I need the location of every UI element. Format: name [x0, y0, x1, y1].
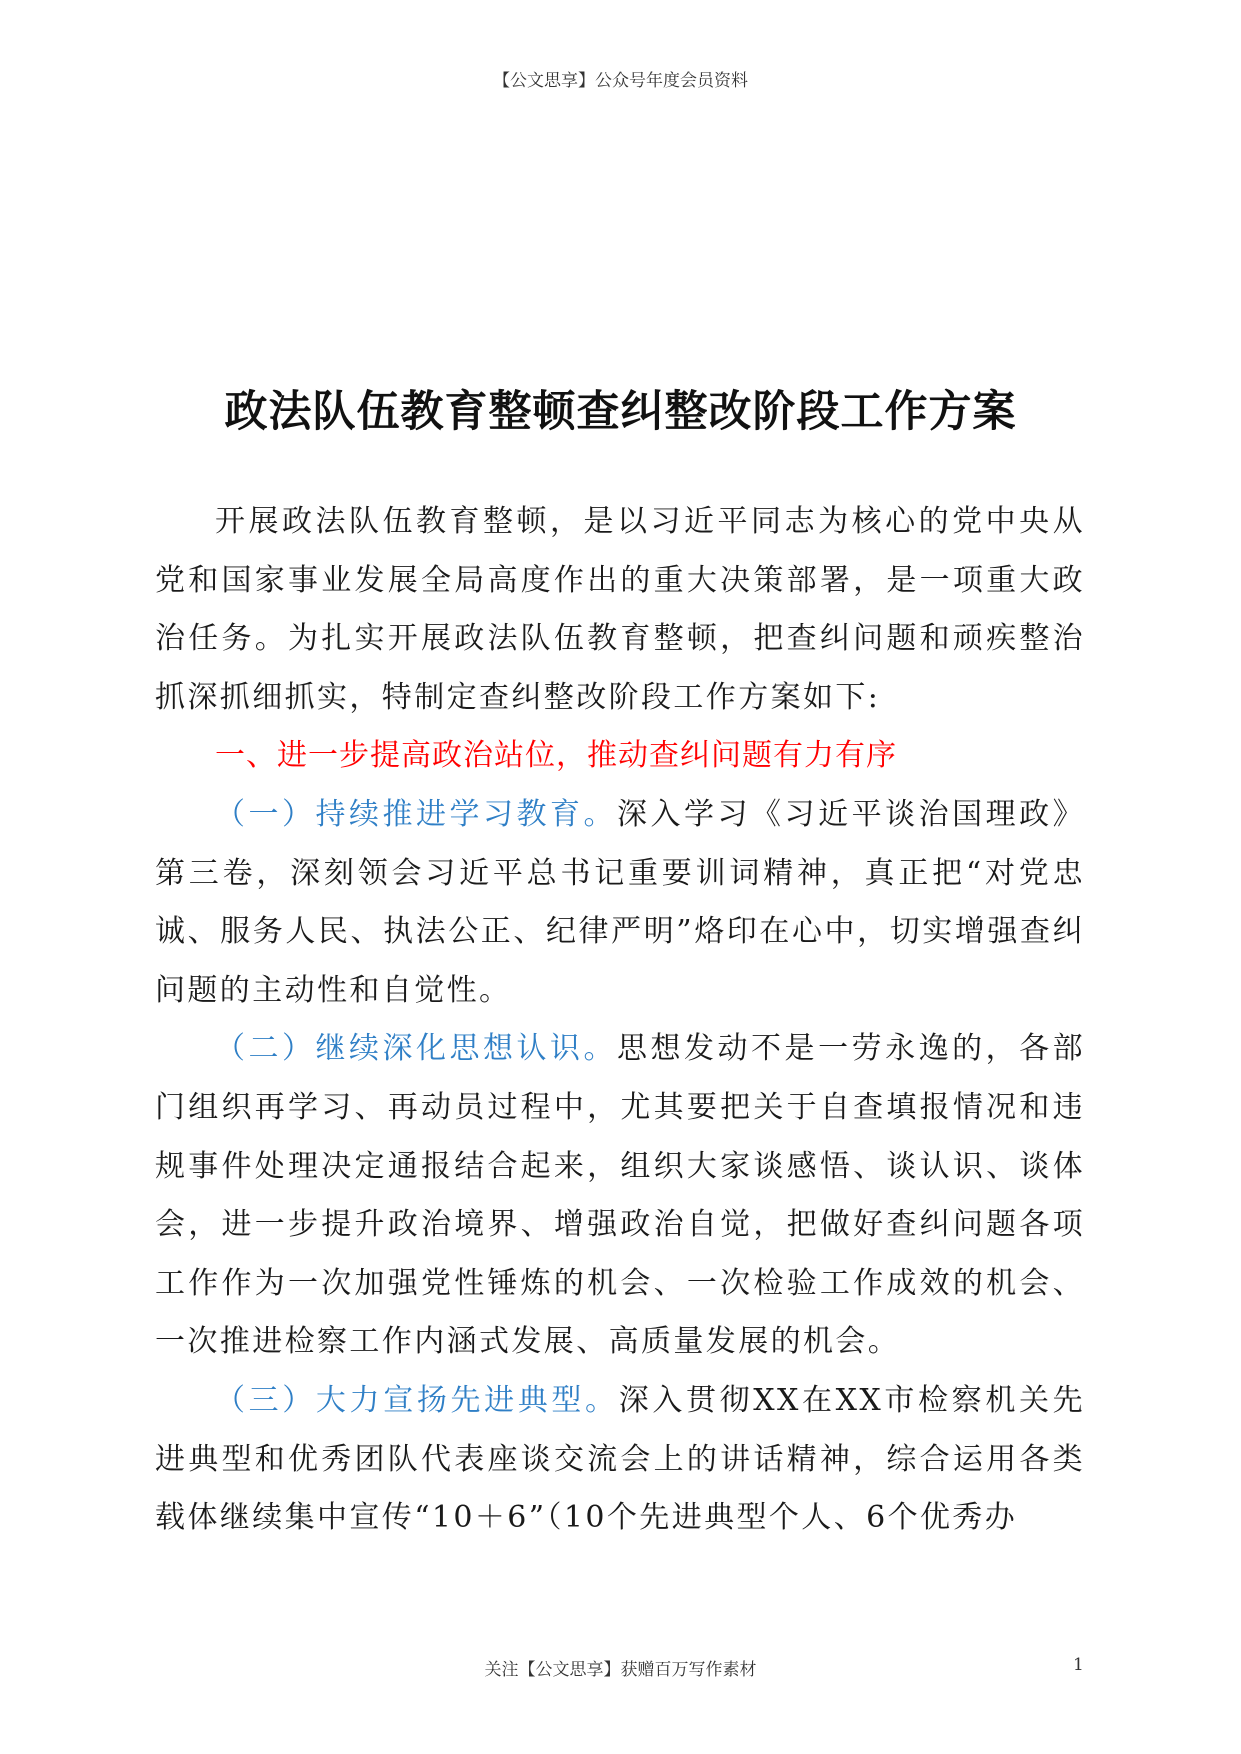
item-text: 思想发动不是一劳永逸的，各部门组织再学习、再动员过程中，尤其要把关于自查填报情况和违规事件处理决定通报结合起来，组织大家谈感悟、谈认识、谈体会，进一步提升政治境界、增强政治自觉，把做好查纠问题各项工作作为一次加强党性锤炼的机会、一次检验工作成效的机会、一次推进检察工作内涵式发展、高质量发展的机会。	[155, 1031, 1085, 1360]
paragraph-item-3	[155, 1372, 1085, 1548]
document-body	[155, 493, 1085, 1548]
item-heading: （三）大力宣扬先进典型。	[215, 1382, 619, 1418]
item-heading: （一）持续推进学习教育。	[215, 796, 618, 832]
item-heading: （二）继续深化思想认识。	[215, 1031, 618, 1067]
section-heading: 一、进一步提高政治站位，推动查纠问题有力有序	[215, 738, 897, 774]
page-number: 1	[1073, 1655, 1084, 1675]
item-text: 深入贯彻XX在XX市检察机关先进典型和优秀团队代表座谈交流会上的讲话精神，综合运用各类载体继续集中宣传“10＋6”（10个先进典型个人、6个优秀办	[155, 1382, 1085, 1536]
intro-paragraph: 开展政法队伍教育整顿，是以习近平同志为核心的党中央从党和国家事业发展全局高度作出的重大决策部署，是一项重大政治任务。为扎实开展政法队伍教育整顿，把查纠问题和顽疾整治抓深抓细抓实，特制定查纠整改阶段工作方案如下:	[155, 504, 1085, 715]
item-text: 深入学习《习近平谈治国理政》第三卷，深刻领会习近平总书记重要训词精神，真正把“对党忠诚、服务人民、执法公正、纪律严明”烙印在心中，切实增强查纠问题的主动性和自觉性。	[155, 796, 1085, 1008]
page-footer: 关注【公文思享】获赠百万写作素材	[484, 1660, 757, 1680]
paragraph-item-1	[155, 786, 1085, 1020]
document-title: 政法队伍教育整顿查纠整改阶段工作方案	[224, 387, 1017, 437]
page-header: 【公文思享】公众号年度会员资料	[493, 71, 748, 91]
paragraph-item-2	[155, 1020, 1085, 1372]
